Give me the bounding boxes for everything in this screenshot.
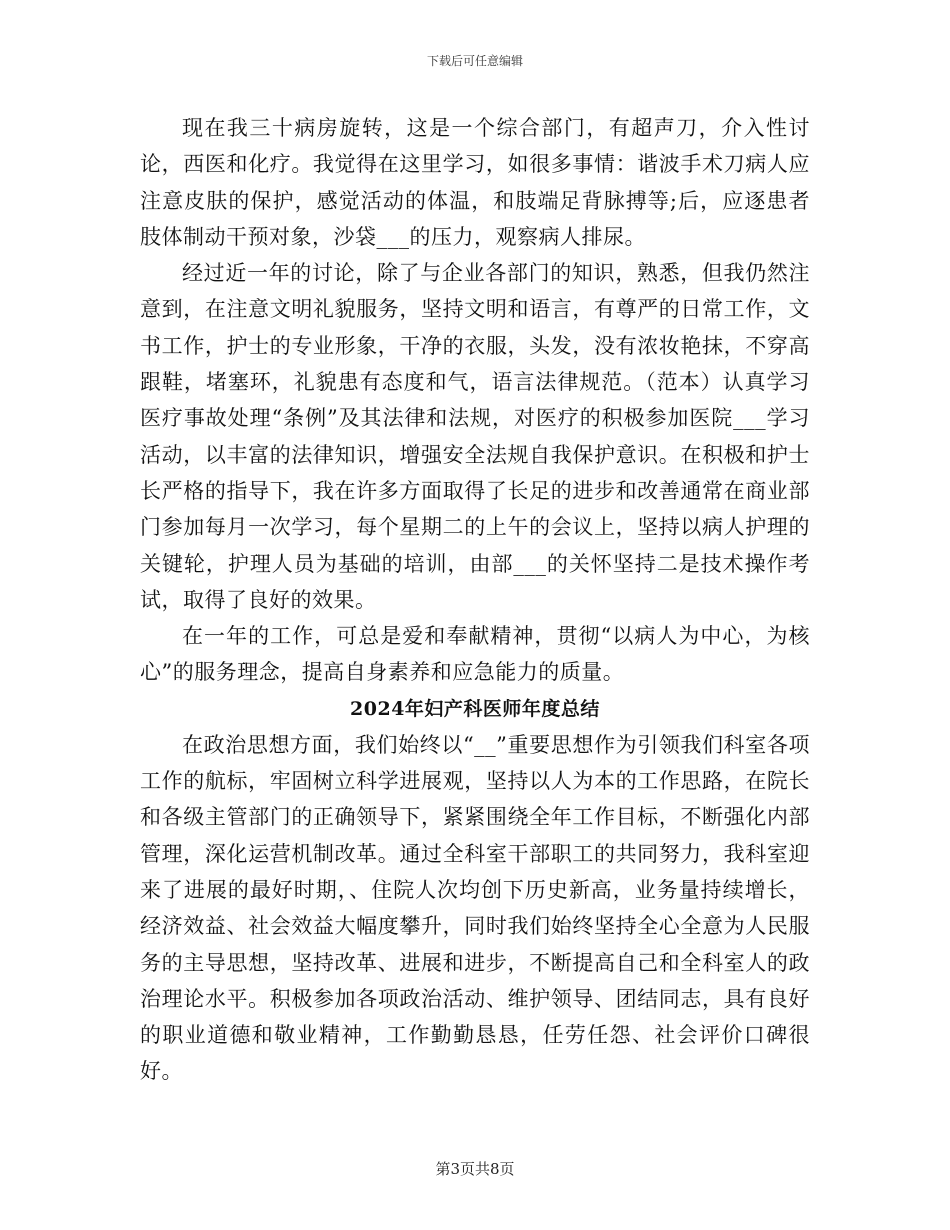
section-title: 2024年妇产科医师年度总结 bbox=[350, 697, 600, 720]
page-number: 第3页共8页 bbox=[435, 1160, 515, 1178]
paragraph: 在政治思想方面，我们始终以“__”重要思想作为引领我们科室各项工作的航标，牢固树立科学进展观，坚持以人为本的工作思路，在院长和各级主管部门的正确领导下，紧紧围绕全年工作目标，不断强化内部管理，深化运营机制改革。通过全科室干部职工的共同努力，我科室迎来了进展的最好时期，、住院人次均创下历史新高，业务量持续增长，经济效益、社会效益大幅度攀升，同时我们始终坚持全心全意为人民服务的主导思想，坚持改革、进展和进步，不断提高自己和全科室人的政治理论水平。积极参加各项政治活动、维护领导、团结同志，具有良好的职业道德和敬业精神，工作勤勤恳恳，任劳任怨、社会评价口碑很好。 bbox=[140, 732, 810, 1084]
document-body bbox=[140, 110, 810, 1090]
paragraph: 在一年的工作，可总是爱和奉献精神，贯彻“以病人为中心，为核心”的服务理念，提高自身素养和应急能力的质量。 bbox=[140, 624, 810, 685]
paragraph: 经过近一年的讨论，除了与企业各部门的知识，熟悉，但我仍然注意到，在注意文明礼貌服务，坚持文明和语言，有尊严的日常工作，文书工作，护士的专业形象，干净的衣服，头发，没有浓妆艳抹，不穿高跟鞋，堵塞环，礼貌患有态度和气，语言法律规范。（范本）认真学习医疗事故处理“条例”及其法律和法规，对医疗的积极参加医院___学习活动，以丰富的法律知识，增强安全法规自我保护意识。在积极和护士长严格的指导下，我在许多方面取得了长足的进步和改善通常在商业部门参加每月一次学习，每个星期二的上午的会议上，坚持以病人护理的关键轮，护理人员为基础的培训，由部___的关怀坚持二是技术操作考试，取得了良好的效果。 bbox=[140, 261, 810, 612]
header-note: 下载后可任意编辑 bbox=[426, 54, 523, 68]
paragraph: 现在我三十病房旋转，这是一个综合部门，有超声刀，介入性讨论，西医和化疗。我觉得在这里学习，如很多事情：谐波手术刀病人应注意皮肤的保护，感觉活动的体温，和肢端足背脉搏等;后，应逐患者肢体制动干预对象，沙袋___的压力，观察病人排尿。 bbox=[140, 116, 810, 249]
